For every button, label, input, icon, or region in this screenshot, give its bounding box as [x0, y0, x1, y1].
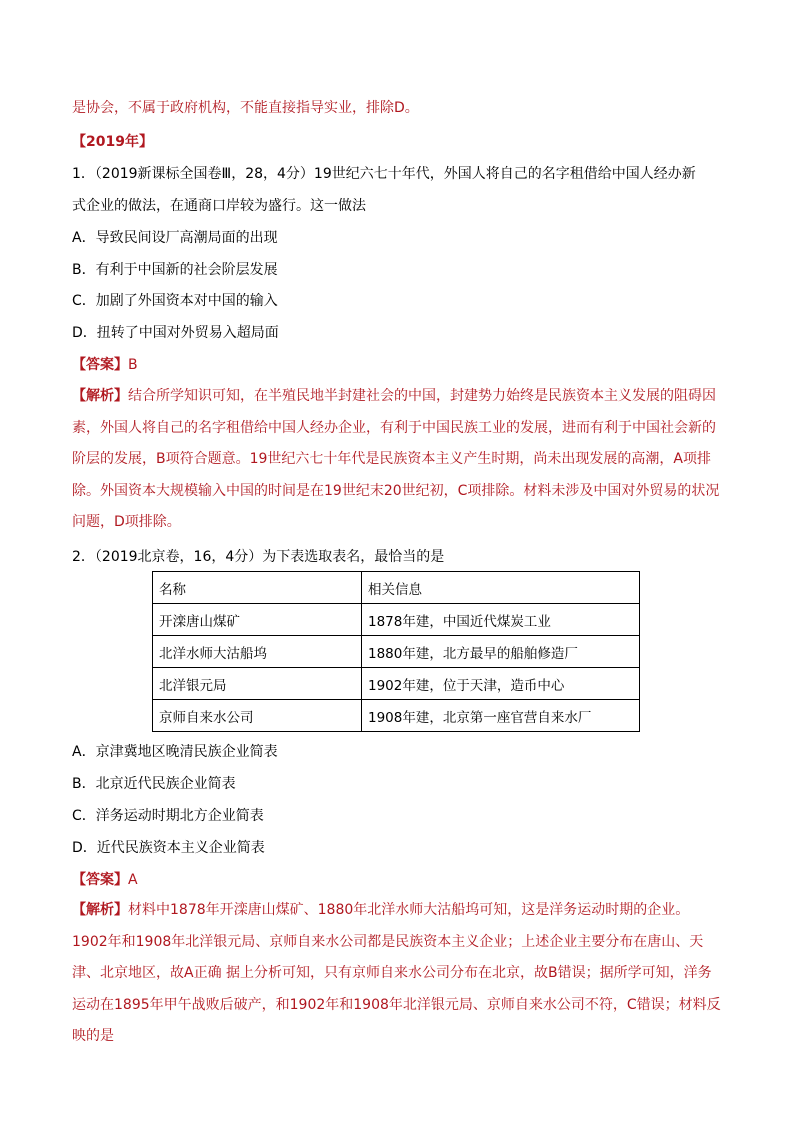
answer-value: B — [128, 357, 138, 373]
enterprise-table — [152, 571, 640, 732]
year-heading: 【2019年】 — [72, 134, 153, 150]
analysis-text: 结合所学知识可知，在半殖民地半封建社会的中国，封建势力始终是民族资本主义发展的阻碍因素，外国人将自己的名字租借给中国人经办企业，有利于中国民族工业的发展，进而有利于中国社会新的阶层的发展，B项符合题意。19世纪六七十年代是民族资本主义产生时期，尚未出现发展的高潮，A项排除。外国资本大规模输入中国的时间是在19世纪末20世纪初，C项排除。材料未涉及中国对外贸易的状况问题，D项排除。 — [72, 388, 720, 530]
answer-label: 【答案】 — [72, 357, 128, 373]
table-header-info: 相关信息 — [362, 572, 640, 604]
previous-answer-end: 是协会，不属于政府机构，不能直接指导实业，排除D。 — [72, 100, 419, 116]
analysis-label: 【解析】 — [72, 388, 128, 404]
table-row — [153, 668, 640, 700]
question-1-option-d: D．扭转了中国对外贸易入超局面 — [72, 325, 279, 341]
question-2-option-c: C．洋务运动时期北方企业简表 — [72, 808, 264, 824]
question-1-stem-line-2: 式企业的做法，在通商口岸较为盛行。这一做法 — [72, 198, 366, 214]
answer-value: A — [128, 872, 138, 888]
table-header-row — [153, 572, 640, 604]
table-row — [153, 636, 640, 668]
answer-label: 【答案】 — [72, 872, 128, 888]
table-cell: 北洋银元局 — [153, 668, 362, 700]
analysis-label: 【解析】 — [72, 902, 128, 918]
table-row — [153, 700, 640, 732]
question-2-option-d: D．近代民族资本主义企业简表 — [72, 840, 265, 856]
table-cell: 京师自来水公司 — [153, 700, 362, 732]
question-1-option-a: A．导致民间设厂高潮局面的出现 — [72, 230, 278, 246]
analysis-text: 材料中1878年开滦唐山煤矿、1880年北洋水师大沽船坞可知，这是洋务运动时期的企业。1902年和1908年北洋银元局、京师自来水公司都是民族资本主义企业；上述企业主要分布在唐山、天津、北京地区，故A正确 据上分析可知，只有京师自来水公司分布在北京，故B错误；据所学可知，洋务运动在1895年甲午战败后破产，和1902年和1908年北洋银元局、京师自来水公司不符，C错误；材料反映的是 — [72, 902, 721, 1044]
table-cell: 1908年建，北京第一座官营自来水厂 — [362, 700, 640, 732]
table-cell: 开滦唐山煤矿 — [153, 604, 362, 636]
question-1-answer — [72, 355, 138, 375]
table-row — [153, 604, 640, 636]
question-1-stem-line-1: 1．（2019新课标全国卷Ⅲ，28，4分）19世纪六七十年代，外国人将自己的名字租借给中国人经办新 — [72, 166, 696, 182]
table-cell: 1878年建，中国近代煤炭工业 — [362, 604, 640, 636]
question-1-option-b: B．有利于中国新的社会阶层发展 — [72, 262, 278, 278]
table-header-name: 名称 — [153, 572, 362, 604]
question-1-option-c: C．加剧了外国资本对中国的输入 — [72, 293, 278, 309]
table-cell: 北洋水师大沽船坞 — [153, 636, 362, 668]
question-2-option-b: B．北京近代民族企业简表 — [72, 776, 236, 792]
question-2-stem: 2．（2019北京卷，16，4分）为下表选取表名，最恰当的是 — [72, 549, 445, 565]
question-2-option-a: A．京津冀地区晚清民族企业简表 — [72, 744, 278, 760]
table-cell: 1880年建，北方最早的船舶修造厂 — [362, 636, 640, 668]
table-cell: 1902年建，位于天津，造币中心 — [362, 668, 640, 700]
question-2-analysis — [72, 895, 722, 1053]
question-2-answer — [72, 870, 138, 890]
question-1-analysis — [72, 381, 722, 539]
